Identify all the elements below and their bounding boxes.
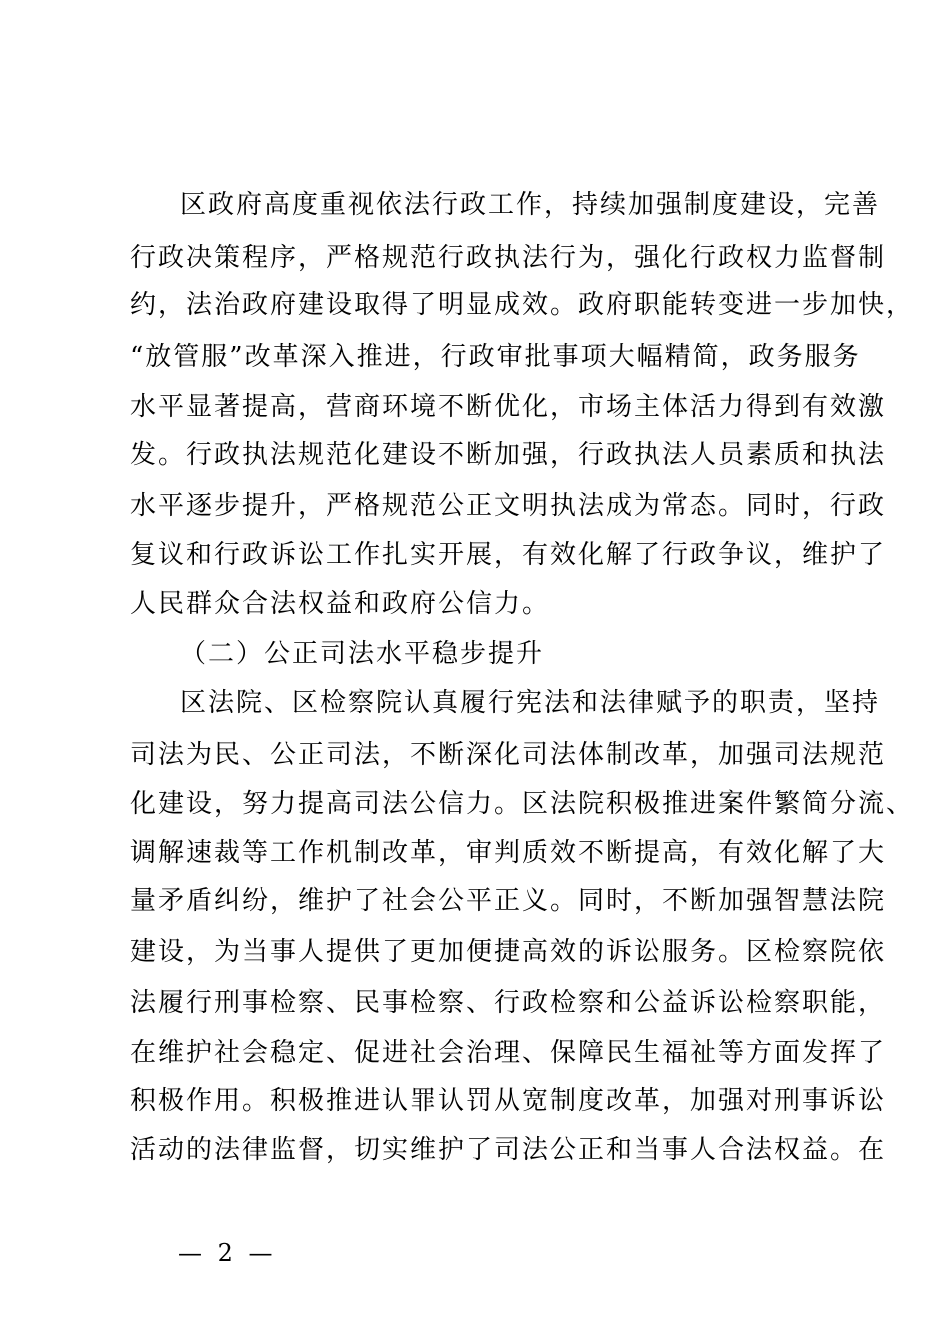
paragraph-1-line: “放管服”改革深入推进，行政审批事项大幅精简，政务服务 (130, 342, 861, 372)
paragraph-1-line: 区政府高度重视依法行政工作，持续加强制度建设，完善 (180, 190, 881, 220)
paragraph-2-line: 化建设，努力提高司法公信力。区法院积极推进案件繁简分流、 (130, 789, 915, 819)
paragraph-1-line: 发。行政执法规范化建设不断加强，行政执法人员素质和执法 (130, 440, 887, 470)
paragraph-1-line: 水平逐步提升，严格规范公正文明执法成为常态。同时，行政 (130, 491, 887, 521)
paragraph-2-line: 量矛盾纠纷，维护了社会公平正义。同时，不断加强智慧法院 (130, 886, 887, 916)
paragraph-1-line: 人民群众合法权益和政府公信力。 (130, 589, 551, 619)
paragraph-1-line: 行政决策程序，严格规范行政执法行为，强化行政权力监督制 (130, 243, 887, 273)
page-number: — 2 — (178, 1239, 277, 1267)
paragraph-1-line: 复议和行政诉讼工作扎实开展，有效化解了行政争议，维护了 (130, 540, 887, 570)
paragraph-1-line: 水平显著提高，营商环境不断优化，市场主体活力得到有效激 (130, 392, 887, 422)
paragraph-2-line: 调解速裁等工作机制改革，审判质效不断提高，有效化解了大 (130, 838, 887, 868)
paragraph-2-line: 司法为民、公正司法，不断深化司法体制改革，加强司法规范 (130, 740, 887, 770)
paragraph-2-line: 建设，为当事人提供了更加便捷高效的诉讼服务。区检察院依 (130, 937, 887, 967)
paragraph-2-line: 区法院、区检察院认真履行宪法和法律赋予的职责，坚持 (180, 688, 881, 718)
section-heading: （二）公正司法水平稳步提升 (180, 639, 545, 669)
paragraph-2-line: 法履行刑事检察、民事检察、行政检察和公益诉讼检察职能， (130, 988, 887, 1018)
paragraph-2-line: 在维护社会稳定、促进社会治理、保障民生福祉等方面发挥了 (130, 1038, 887, 1068)
paragraph-2-line: 活动的法律监督，切实维护了司法公正和当事人合法权益。在 (130, 1135, 887, 1165)
paragraph-1-line: 约，法治政府建设取得了明显成效。政府职能转变进一步加快， (130, 290, 915, 320)
paragraph-2-line: 积极作用。积极推进认罪认罚从宽制度改革，加强对刑事诉讼 (130, 1086, 887, 1116)
